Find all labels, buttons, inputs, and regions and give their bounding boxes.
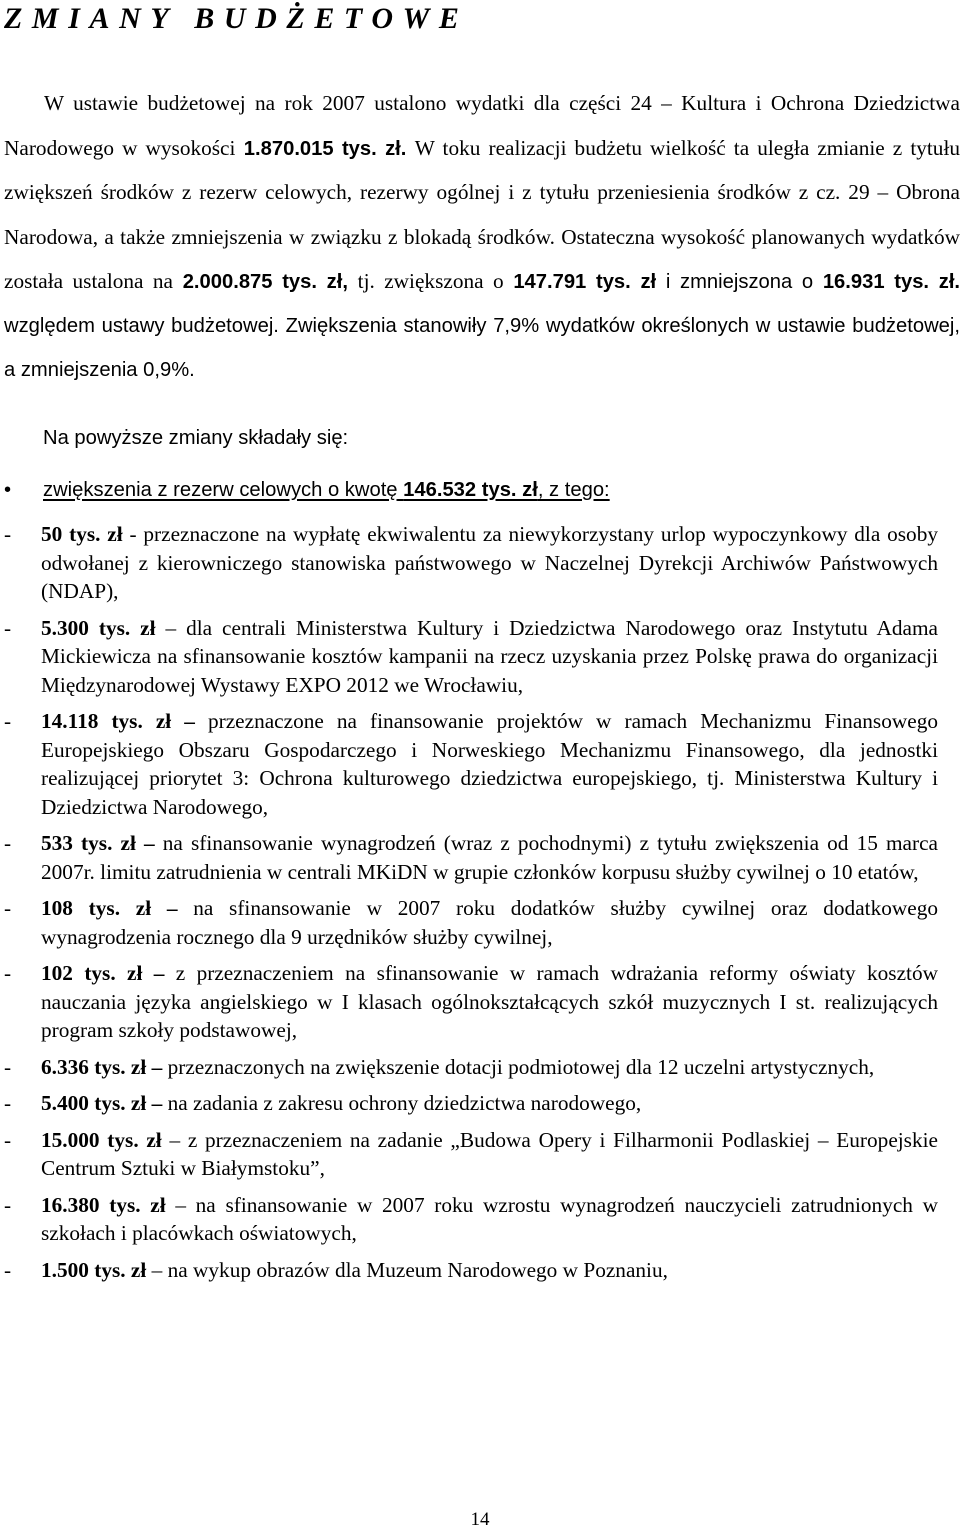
list-item (4, 1053, 938, 1082)
intro-sentence-3: tj. zwiększona o (357, 269, 504, 294)
intro-decrease-amount: 16.931 tys. zł. (822, 271, 960, 294)
page-title: ZMIANY BUDŻETOWE (4, 2, 469, 35)
list-item (4, 1191, 938, 1248)
dash-marker: - (4, 615, 12, 640)
intro-sentence-2: W toku realizacji budżetu wielkość ta uległa zmianie z tytułu zwiększeń środków z rezerw celowych, rezerwy ogólnej i z tytułu przeniesienia środków z cz. 29 – Obrona Narodowa, a także zmniejszenia w związku z blokadą środków. Ostateczna wysokość planowanych wydatków została ustalona na (4, 135, 960, 294)
intro-planned-amount: 1.870.015 tys. zł. (243, 137, 407, 160)
dash-marker: - (4, 896, 12, 920)
item-amount: 5.400 tys. zł – (41, 1091, 163, 1115)
reserves-tail: , z tego: (537, 479, 610, 501)
dash-marker: - (4, 961, 12, 985)
list-item (4, 1256, 938, 1285)
list-item (4, 707, 938, 821)
item-description: – na sfinansowanie w 2007 roku wzrostu wynagrodzeń nauczycieli zatrudnionych w szkołach i placówkach oświatowych, (41, 1192, 939, 1245)
reserves-text: zwiększenia z rezerw celowych o kwotę (43, 479, 398, 501)
reserves-amount: 146.532 tys. zł (403, 479, 538, 501)
intro-paragraph (4, 82, 960, 392)
list-item (4, 894, 938, 951)
item-amount: 108 tys. zł – (41, 896, 178, 920)
item-description: – dla centrali Ministerstwa Kultury i Dziedzictwa Narodowego oraz Instytutu Adama Mickiewicza na sfinansowanie kosztów kampanii na rzecz uzyskania przez Polskę prawa do organizacji Międzynarodowej Wystawy EXPO 2012 we Wrocławiu, (41, 615, 938, 697)
item-amount: 15.000 tys. zł (41, 1127, 162, 1152)
intro-sentence-5: względem ustawy budżetowej. Zwiększenia stanowiły 7,9% wydatków określonych w ustawie budżetowej, a zmniejszenia 0,9%. (4, 314, 960, 381)
item-description: przeznaczonych na zwiększenie dotacji podmiotowej dla 12 uczelni artystycznych, (162, 1054, 875, 1079)
item-description: – z przeznaczeniem na zadanie „Budowa Opery i Filharmonii Podlaskiej – Europejskie Centrum Sztuki w Białymstoku”, (41, 1127, 938, 1180)
list-item (4, 614, 938, 700)
composition-heading: Na powyższe zmiany składały się: (43, 427, 349, 449)
list-item (4, 959, 938, 1045)
intro-sentence-4: i zmniejszona o (665, 271, 814, 294)
item-description: na sfinansowanie wynagrodzeń (wraz z pochodnymi) z tytułu zwiększenia od 15 marca 2007r. limitu zatrudnienia w centrali MKiDN w grupie członków korpusu służby cywilnej o 10 etatów, (41, 831, 938, 884)
dash-marker: - (4, 1192, 12, 1217)
item-amount: 6.336 tys. zł – (41, 1054, 163, 1079)
dash-marker: - (4, 1091, 12, 1115)
intro-increase-amount: 147.791 tys. zł (513, 271, 657, 294)
item-description: na zadania z zakresu ochrony dziedzictwa narodowego, (162, 1091, 642, 1115)
dash-marker: - (4, 1127, 12, 1152)
dash-marker: - (4, 1257, 12, 1282)
list-item (4, 829, 938, 886)
item-description: z przeznaczeniem na sfinansowanie w ramach wdrażania reformy oświaty kosztów nauczania języka angielskiego w I klasach ogólnokształcących szkół muzycznych I st. realizujących program szkoły podstawowej, (41, 961, 938, 1042)
dash-marker: - (4, 831, 12, 855)
item-description: - przeznaczone na wypłatę ekwiwalentu za niewykorzystany urlop wypoczynkowy dla osoby odwołanej z kierowniczego stanowiska państwowego w Naczelnej Dyrekcji Archiwów Państwowych (NDAP), (41, 522, 938, 603)
item-amount: 5.300 tys. zł (41, 615, 156, 640)
item-description: przeznaczone na finansowanie projektów w ramach Mechanizmu Finansowego Europejskiego Obszaru Gospodarczego i Norweskiego Mechanizmu Finansowego, dla jednostki realizującej priorytet 3: Ochrona kulturowego dziedzictwa europejskiego, tj. Ministerstwa Kultury i Dziedzictwa Narodowego, (41, 709, 938, 819)
list-item (4, 520, 938, 606)
item-amount: 14.118 tys. zł – (41, 709, 195, 733)
intro-sentence-1: W ustawie budżetowej na rok 2007 ustalono wydatki dla części 24 – Kultura i Ochrona Dziedzictwa Narodowego w wysokości (4, 91, 960, 160)
item-amount: 50 tys. zł (41, 522, 123, 546)
dash-marker: - (4, 522, 12, 546)
item-amount: 102 tys. zł – (41, 961, 165, 985)
item-amount: 1.500 tys. zł (41, 1257, 147, 1282)
item-description: na sfinansowanie w 2007 roku dodatków służby cywilnej oraz dodatkowego wynagrodzenia rocznego dla 9 urzędników służby cywilnej, (41, 896, 938, 949)
reserves-bullet (4, 479, 944, 502)
item-description: – na wykup obrazów dla Muzeum Narodowego w Poznaniu, (146, 1257, 668, 1282)
bullet-icon: • (4, 479, 12, 501)
allocation-list (4, 520, 938, 1292)
list-item (4, 1126, 938, 1183)
intro-final-amount: 2.000.875 tys. zł, (182, 271, 348, 294)
item-amount: 16.380 tys. zł (41, 1192, 166, 1217)
dash-marker: - (4, 709, 12, 733)
item-amount: 533 tys. zł – (41, 831, 155, 855)
page-number: 14 (470, 1509, 490, 1530)
reserves-bullet-text (43, 479, 610, 501)
dash-marker: - (4, 1054, 12, 1079)
list-item (4, 1089, 938, 1118)
